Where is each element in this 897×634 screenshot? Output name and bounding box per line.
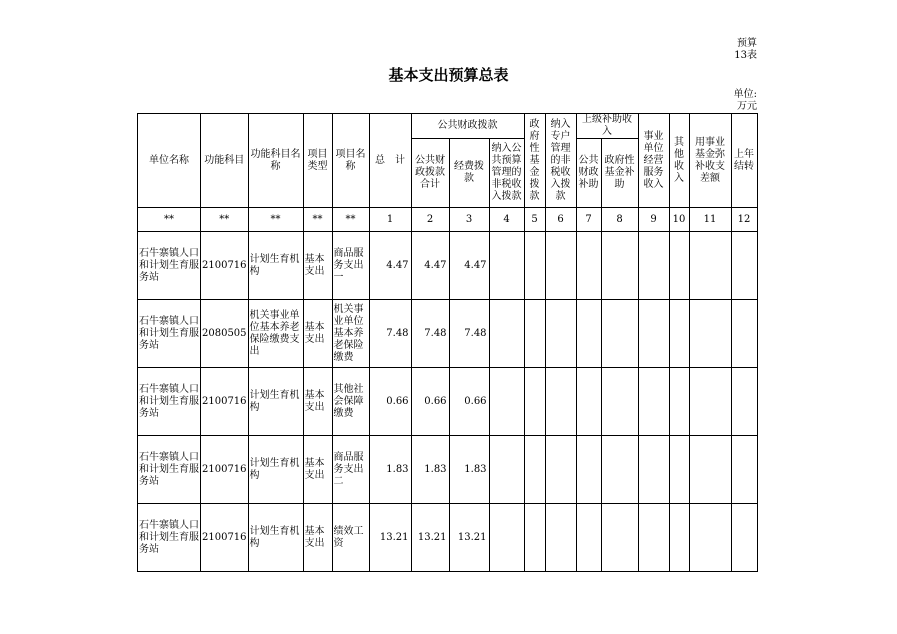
cell-item-type: 基本支出 xyxy=(303,232,332,300)
cell-empty xyxy=(576,300,601,368)
header-upper-subsidy: 上级补助收入 xyxy=(576,114,638,139)
cell-empty xyxy=(601,232,638,300)
cell-empty xyxy=(524,368,545,436)
cell-empty xyxy=(731,368,757,436)
form-number-line-1: 预算 xyxy=(737,38,757,49)
cell-empty xyxy=(545,504,576,572)
index-cell: 6 xyxy=(545,208,576,232)
index-cell: 8 xyxy=(601,208,638,232)
cell-operating-fund: 0.66 xyxy=(449,368,489,436)
table-row xyxy=(138,504,758,572)
cell-empty xyxy=(576,232,601,300)
budget-table xyxy=(137,113,758,572)
cell-func-code: 2100716 xyxy=(201,232,249,300)
cell-func-code: 2100716 xyxy=(201,368,249,436)
cell-public-finance-total: 1.83 xyxy=(411,436,449,504)
cell-item-name: 商品服务支出一 xyxy=(332,232,369,300)
cell-operating-fund: 13.21 xyxy=(449,504,489,572)
cell-empty xyxy=(601,368,638,436)
cell-empty xyxy=(638,436,669,504)
cell-empty xyxy=(731,232,757,300)
header-public-fin-subsidy: 公共财政补助 xyxy=(576,139,601,208)
cell-empty xyxy=(489,232,524,300)
cell-empty xyxy=(601,504,638,572)
cell-func-code: 2100716 xyxy=(201,436,249,504)
index-cell: ** xyxy=(303,208,332,232)
cell-empty xyxy=(669,368,689,436)
cell-empty xyxy=(489,368,524,436)
header-special-non-tax: 纳入专户管理的非税收入拨款 xyxy=(545,114,576,208)
cell-empty xyxy=(545,436,576,504)
cell-empty xyxy=(669,436,689,504)
cell-empty xyxy=(638,300,669,368)
cell-public-finance-total: 0.66 xyxy=(411,368,449,436)
header-public-finance: 公共财政拨款 xyxy=(411,114,524,139)
cell-unit-name: 石牛寨镇人口和计划生育服务站 xyxy=(138,300,201,368)
table-row xyxy=(138,232,758,300)
cell-empty xyxy=(601,300,638,368)
index-cell: 2 xyxy=(411,208,449,232)
cell-total: 13.21 xyxy=(369,504,411,572)
index-cell: 3 xyxy=(449,208,489,232)
cell-item-type: 基本支出 xyxy=(303,300,332,368)
cell-operating-fund: 4.47 xyxy=(449,232,489,300)
cell-func-name: 计划生育机构 xyxy=(248,504,303,572)
cell-unit-name: 石牛寨镇人口和计划生育服务站 xyxy=(138,232,201,300)
table-row xyxy=(138,368,758,436)
unit-label xyxy=(697,89,757,113)
header-non-tax-budget: 纳入公共预算管理的非税收入拨款 xyxy=(489,139,524,208)
table-row xyxy=(138,300,758,368)
header-gov-fund-subsidy: 政府性基金补助 xyxy=(601,139,638,208)
cell-func-name: 机关事业单位基本养老保险缴费支出 xyxy=(248,300,303,368)
cell-operating-fund: 7.48 xyxy=(449,300,489,368)
cell-empty xyxy=(689,504,731,572)
cell-empty xyxy=(489,504,524,572)
index-cell: ** xyxy=(201,208,249,232)
cell-item-name: 商品服务支出二 xyxy=(332,436,369,504)
cell-empty xyxy=(576,436,601,504)
header-func-code: 功能科目 xyxy=(201,114,249,208)
index-cell: 7 xyxy=(576,208,601,232)
index-cell: 9 xyxy=(638,208,669,232)
index-row xyxy=(138,208,758,232)
header-fund-offset: 用事业基金弥补收支差额 xyxy=(689,114,731,208)
header-unit-name: 单位名称 xyxy=(138,114,201,208)
cell-empty xyxy=(638,232,669,300)
header-business-income: 事业单位经营服务收入 xyxy=(638,114,669,208)
unit-label-line-1: 单位: xyxy=(733,89,757,100)
cell-empty xyxy=(524,232,545,300)
form-number xyxy=(717,38,757,62)
cell-unit-name: 石牛寨镇人口和计划生育服务站 xyxy=(138,436,201,504)
index-cell: ** xyxy=(248,208,303,232)
header-gov-fund: 政府性基金拨款 xyxy=(524,114,545,208)
cell-empty xyxy=(576,504,601,572)
cell-empty xyxy=(689,232,731,300)
cell-public-finance-total: 4.47 xyxy=(411,232,449,300)
cell-empty xyxy=(576,368,601,436)
cell-empty xyxy=(689,436,731,504)
cell-unit-name: 石牛寨镇人口和计划生育服务站 xyxy=(138,368,201,436)
cell-item-name: 机关事业单位基本养老保险缴费 xyxy=(332,300,369,368)
index-cell: 4 xyxy=(489,208,524,232)
cell-empty xyxy=(601,436,638,504)
header-public-finance-total: 公共财政拨款合计 xyxy=(411,139,449,208)
cell-item-type: 基本支出 xyxy=(303,436,332,504)
header-carryover: 上年结转 xyxy=(731,114,757,208)
header-func-name: 功能科目名称 xyxy=(248,114,303,208)
cell-item-name: 其他社会保障缴费 xyxy=(332,368,369,436)
index-cell: 1 xyxy=(369,208,411,232)
unit-label-line-2: 万元 xyxy=(737,101,757,112)
cell-public-finance-total: 7.48 xyxy=(411,300,449,368)
cell-empty xyxy=(524,300,545,368)
table-row xyxy=(138,436,758,504)
header-item-name: 项目名称 xyxy=(332,114,369,208)
index-cell: ** xyxy=(138,208,201,232)
cell-empty xyxy=(638,504,669,572)
cell-total: 1.83 xyxy=(369,436,411,504)
cell-func-code: 2100716 xyxy=(201,504,249,572)
cell-empty xyxy=(489,436,524,504)
cell-empty xyxy=(638,368,669,436)
cell-empty xyxy=(731,300,757,368)
cell-item-type: 基本支出 xyxy=(303,504,332,572)
cell-empty xyxy=(545,300,576,368)
page-title: 基本支出预算总表 xyxy=(388,66,509,84)
cell-total: 7.48 xyxy=(369,300,411,368)
cell-empty xyxy=(489,300,524,368)
cell-empty xyxy=(669,232,689,300)
header-total: 总 计 xyxy=(369,114,411,208)
cell-empty xyxy=(689,368,731,436)
cell-empty xyxy=(669,504,689,572)
cell-func-name: 计划生育机构 xyxy=(248,368,303,436)
cell-empty xyxy=(545,232,576,300)
cell-empty xyxy=(524,436,545,504)
cell-operating-fund: 1.83 xyxy=(449,436,489,504)
cell-func-name: 计划生育机构 xyxy=(248,436,303,504)
cell-func-code: 2080505 xyxy=(201,300,249,368)
index-cell: 5 xyxy=(524,208,545,232)
cell-item-name: 绩效工资 xyxy=(332,504,369,572)
cell-empty xyxy=(669,300,689,368)
cell-empty xyxy=(545,368,576,436)
cell-empty xyxy=(731,504,757,572)
cell-empty xyxy=(731,436,757,504)
header-other-income: 其他收入 xyxy=(669,114,689,208)
cell-empty xyxy=(524,504,545,572)
cell-total: 4.47 xyxy=(369,232,411,300)
cell-unit-name: 石牛寨镇人口和计划生育服务站 xyxy=(138,504,201,572)
header-operating-fund: 经费拨款 xyxy=(449,139,489,208)
cell-item-type: 基本支出 xyxy=(303,368,332,436)
header-item-type: 项目类型 xyxy=(303,114,332,208)
cell-empty xyxy=(689,300,731,368)
index-cell: 11 xyxy=(689,208,731,232)
index-cell: ** xyxy=(332,208,369,232)
index-cell: 10 xyxy=(669,208,689,232)
form-number-line-2: 13表 xyxy=(734,50,757,61)
cell-total: 0.66 xyxy=(369,368,411,436)
cell-public-finance-total: 13.21 xyxy=(411,504,449,572)
index-cell: 12 xyxy=(731,208,757,232)
cell-func-name: 计划生育机构 xyxy=(248,232,303,300)
